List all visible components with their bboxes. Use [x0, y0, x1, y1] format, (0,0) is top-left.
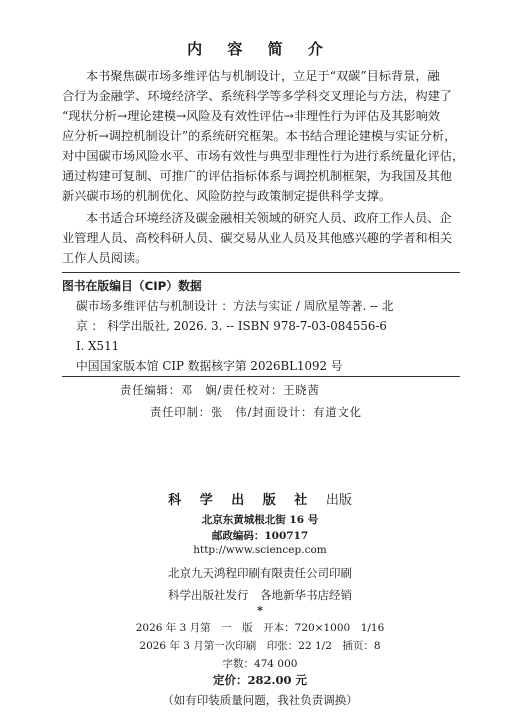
cip-record-number: 中国国家版本馆 CIP 数据核字第 2026BL1092 号	[76, 359, 343, 373]
cip-heading: 图书在版编目（CIP）数据	[62, 279, 202, 293]
publisher-website: http://www.sciencep.com	[193, 544, 327, 556]
summary-line: 合行为金融学、环境经济学、系统科学等多学科交叉理论与方法，构建了	[62, 89, 452, 103]
cip-top-rule	[62, 272, 460, 273]
summary-line: 新兴碳市场的机制优化、风险防控与政策制定提供科学支撑。	[62, 189, 392, 203]
publisher-suffix: 出版	[325, 493, 352, 508]
impression-line: 2026 年 3 月第一次印刷 印张：22 1/2 插页：8	[139, 640, 381, 652]
publisher-postcode: 邮政编码：100717	[211, 530, 309, 542]
audience-line: 工作人员阅读。	[62, 251, 148, 265]
summary-paragraph	[62, 66, 465, 206]
editor-credits: 责任编辑：邓 娴/责任校对：王晓茜	[120, 384, 320, 397]
production-credits: 责任印制：张 伟/封面设计：有道文化	[150, 406, 362, 419]
summary-line: 本书聚焦碳市场多维评估与机制设计，立足于“双碳”目标背景，融	[86, 69, 440, 83]
distribution-line: 科学出版社发行 各地新华书店经销	[168, 588, 352, 602]
edition-line: 2026 年 3 月第 一 版 开本：720×1000 1/16	[135, 622, 385, 634]
wordcount-line: 字数：474 000	[222, 658, 298, 670]
cip-line: 碳市场多维评估与机制设计 ：方法与实证 / 周欣星等著. -- 北	[76, 299, 394, 313]
price-line: 定价：282.00 元	[212, 673, 307, 687]
separator-star: *	[256, 603, 263, 617]
quality-notice: （如有印装质量问题，我社负责调换）	[162, 693, 358, 707]
summary-line: “现状分析→理论建模→风险及有效性评估→非理性行为评估及其影响效	[62, 109, 441, 123]
summary-line: 应分析→调控机制设计”的系统研究框架。本书结合理论建模与实证分析，	[62, 129, 457, 143]
publisher-address: 北京东黄城根北街 16 号	[201, 514, 319, 526]
audience-paragraph	[62, 208, 462, 268]
summary-line: 通过构建可复制、可推广的评估指标体系与调控机制框架，为我国及其他	[62, 169, 452, 183]
cip-classification: Ⅰ. X511	[76, 339, 120, 353]
publisher-name: 科 学 出 版 社	[168, 493, 315, 508]
audience-line: 业管理人员、高校科研人员、碳交易从业人员及其他感兴趣的学者和相关	[62, 231, 452, 245]
page-title: 内 容 简 介	[187, 40, 333, 58]
publisher-line	[0, 489, 520, 508]
printer-line: 北京九天鸿程印刷有限责任公司印刷	[168, 566, 352, 580]
cip-bottom-rule	[62, 376, 460, 377]
cip-block	[62, 276, 462, 376]
cip-line: 京 ： 科学出版社, 2026. 3. -- ISBN 978-7-03-084556-6	[76, 319, 387, 333]
audience-line: 本书适合环境经济及碳金融相关领域的研究人员、政府工作人员、企	[86, 211, 452, 225]
summary-line: 对中国碳市场风险水平、市场有效性与典型非理性行为进行系统量化评估，	[62, 149, 465, 163]
